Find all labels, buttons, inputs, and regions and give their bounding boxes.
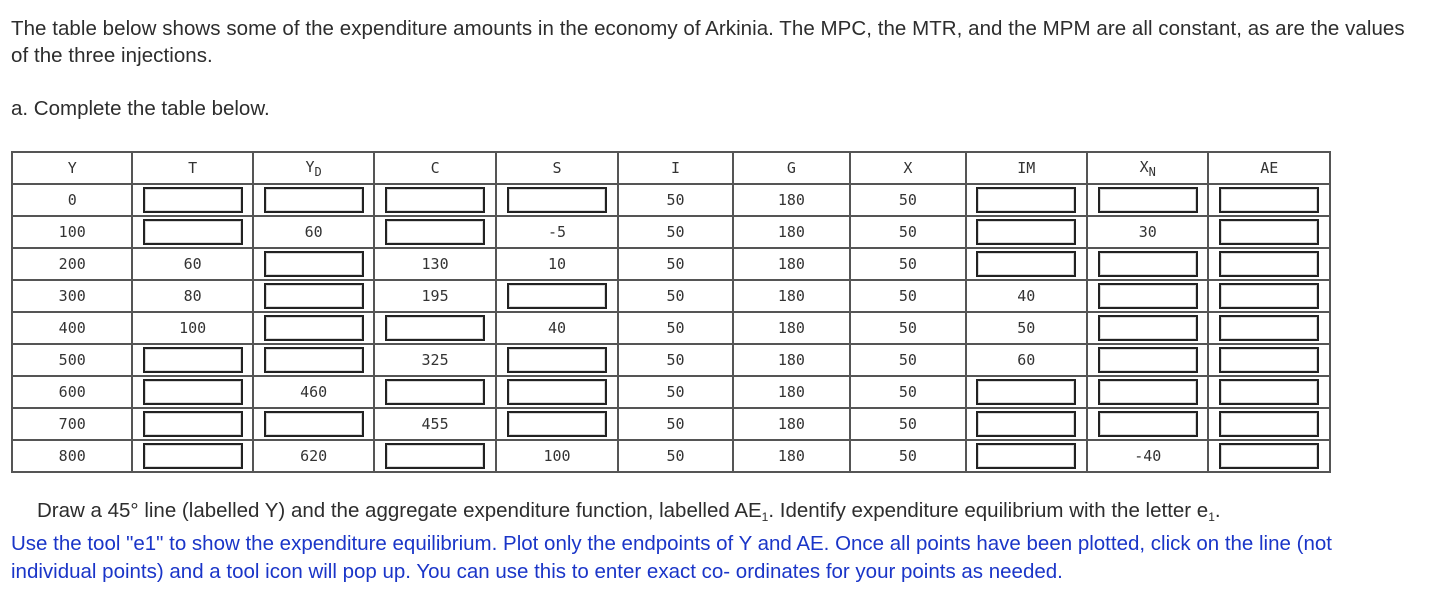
column-header-label: X bbox=[1139, 157, 1149, 176]
answer-cell bbox=[1209, 441, 1331, 473]
draw-instruction bbox=[37, 497, 1221, 531]
table-row bbox=[13, 377, 1331, 409]
column-header bbox=[619, 153, 733, 185]
answer-cell bbox=[1088, 249, 1209, 281]
answer-input[interactable] bbox=[1219, 283, 1319, 309]
answer-input[interactable] bbox=[1219, 219, 1319, 245]
answer-cell bbox=[967, 377, 1088, 409]
answer-cell bbox=[1209, 249, 1331, 281]
table-cell: 180 bbox=[734, 409, 851, 441]
table-cell: 325 bbox=[375, 345, 496, 377]
table-row bbox=[13, 281, 1331, 313]
answer-input[interactable] bbox=[976, 411, 1076, 437]
answer-input[interactable] bbox=[1098, 283, 1198, 309]
answer-input[interactable] bbox=[1098, 347, 1198, 373]
answer-cell bbox=[497, 409, 619, 441]
table-row bbox=[13, 409, 1331, 441]
table-cell: 10 bbox=[497, 249, 619, 281]
answer-cell bbox=[1209, 345, 1331, 377]
draw-sub-1: 1 bbox=[761, 510, 769, 524]
answer-cell bbox=[1088, 345, 1209, 377]
answer-input[interactable] bbox=[385, 315, 485, 341]
draw-text-1: Draw a 45° line (labelled Y) and the aggregate expenditure function, labelled AE bbox=[37, 499, 762, 522]
column-header-label: I bbox=[670, 159, 680, 177]
answer-cell bbox=[375, 313, 496, 345]
answer-cell bbox=[254, 185, 375, 217]
table-cell: 130 bbox=[375, 249, 496, 281]
answer-input[interactable] bbox=[976, 219, 1076, 245]
table-cell: 180 bbox=[734, 345, 851, 377]
answer-cell bbox=[133, 409, 253, 441]
table-row bbox=[13, 313, 1331, 345]
table-cell: 50 bbox=[851, 345, 966, 377]
table-cell: -5 bbox=[497, 217, 619, 249]
table-cell: 50 bbox=[851, 441, 966, 473]
answer-cell bbox=[1088, 377, 1209, 409]
draw-text-3: . bbox=[1214, 499, 1221, 522]
table-cell: 50 bbox=[851, 249, 966, 281]
answer-input[interactable] bbox=[264, 315, 364, 341]
answer-cell bbox=[375, 377, 496, 409]
answer-input[interactable] bbox=[976, 187, 1076, 213]
answer-input[interactable] bbox=[1219, 411, 1319, 437]
table-cell: 50 bbox=[851, 313, 966, 345]
table-row bbox=[13, 345, 1331, 377]
answer-cell bbox=[375, 185, 496, 217]
answer-cell bbox=[254, 249, 375, 281]
draw-text-2: . Identify expenditure equilibrium with the letter e bbox=[768, 499, 1209, 522]
answer-cell bbox=[1209, 313, 1331, 345]
answer-cell bbox=[133, 217, 253, 249]
table-cell: 50 bbox=[619, 377, 733, 409]
answer-cell bbox=[1088, 313, 1209, 345]
table-cell: 50 bbox=[619, 217, 733, 249]
answer-input[interactable] bbox=[976, 251, 1076, 277]
answer-cell bbox=[1209, 409, 1331, 441]
table-row bbox=[13, 441, 1331, 473]
answer-input[interactable] bbox=[976, 443, 1076, 469]
answer-input[interactable] bbox=[1098, 379, 1198, 405]
answer-input[interactable] bbox=[976, 379, 1076, 405]
table-cell: 50 bbox=[619, 441, 733, 473]
question-intro: The table below shows some of the expenditure amounts in the economy of Arkinia. The MPC, the MTR, and the MPM are all constant, as are the values of the three injections. bbox=[11, 17, 1405, 67]
table-cell: 50 bbox=[851, 281, 966, 313]
table-cell: 100 bbox=[13, 217, 133, 249]
answer-input[interactable] bbox=[1219, 187, 1319, 213]
answer-input[interactable] bbox=[385, 219, 485, 245]
answer-cell bbox=[1209, 281, 1331, 313]
answer-input[interactable] bbox=[507, 187, 607, 213]
table-cell: 460 bbox=[254, 377, 375, 409]
column-header-label: IM bbox=[1017, 159, 1036, 177]
table-cell: 300 bbox=[13, 281, 133, 313]
answer-input[interactable] bbox=[385, 443, 485, 469]
column-header-label: S bbox=[552, 159, 562, 177]
answer-input[interactable] bbox=[1219, 379, 1319, 405]
answer-input[interactable] bbox=[507, 347, 607, 373]
table-cell: 180 bbox=[734, 185, 851, 217]
table-cell: 100 bbox=[133, 313, 253, 345]
column-header bbox=[254, 153, 375, 185]
part-a-prompt: a. Complete the table below. bbox=[11, 97, 270, 120]
answer-input[interactable] bbox=[264, 347, 364, 373]
column-header bbox=[133, 153, 253, 185]
answer-input[interactable] bbox=[143, 187, 243, 213]
answer-cell bbox=[375, 441, 496, 473]
column-header-label: Y bbox=[67, 159, 77, 177]
answer-input[interactable] bbox=[143, 219, 243, 245]
table-cell: 700 bbox=[13, 409, 133, 441]
table-cell: 620 bbox=[254, 441, 375, 473]
table-cell: 180 bbox=[734, 249, 851, 281]
column-header bbox=[1209, 153, 1331, 185]
table-cell: 180 bbox=[734, 281, 851, 313]
table-row bbox=[13, 185, 1331, 217]
column-header-label: AE bbox=[1260, 159, 1279, 177]
answer-input[interactable] bbox=[507, 283, 607, 309]
draw-sub-2: 1 bbox=[1208, 510, 1215, 524]
column-header-label: G bbox=[786, 159, 796, 177]
column-header bbox=[851, 153, 966, 185]
answer-cell bbox=[254, 281, 375, 313]
answer-cell bbox=[1209, 185, 1331, 217]
table-header-row bbox=[13, 153, 1331, 185]
answer-input[interactable] bbox=[143, 443, 243, 469]
column-header-label: T bbox=[188, 159, 198, 177]
answer-cell bbox=[254, 345, 375, 377]
answer-input[interactable] bbox=[1219, 251, 1319, 277]
column-header-label: X bbox=[903, 159, 913, 177]
answer-cell bbox=[967, 249, 1088, 281]
answer-cell bbox=[133, 377, 253, 409]
answer-input[interactable] bbox=[143, 347, 243, 373]
answer-cell bbox=[1088, 409, 1209, 441]
answer-cell bbox=[254, 313, 375, 345]
table-body bbox=[13, 185, 1331, 473]
column-header bbox=[13, 153, 133, 185]
tool-instruction: Use the tool "e1" to show the expenditure equilibrium. Plot only the endpoints of Y and AE. Once all points have been plotted, click on the line (not individual points) and a tool icon will pop up. You can use this to enter exact co- ordinates for your points as needed. bbox=[11, 532, 1332, 583]
answer-cell bbox=[967, 185, 1088, 217]
answer-cell bbox=[1209, 217, 1331, 249]
answer-input[interactable] bbox=[1219, 315, 1319, 341]
answer-cell bbox=[497, 345, 619, 377]
answer-cell bbox=[375, 217, 496, 249]
table-cell: 400 bbox=[13, 313, 133, 345]
expenditure-table bbox=[11, 151, 1331, 473]
answer-cell bbox=[133, 185, 253, 217]
answer-input[interactable] bbox=[264, 251, 364, 277]
answer-input[interactable] bbox=[264, 411, 364, 437]
column-header bbox=[734, 153, 851, 185]
answer-cell bbox=[967, 217, 1088, 249]
answer-cell bbox=[254, 409, 375, 441]
column-header bbox=[497, 153, 619, 185]
table-cell: 455 bbox=[375, 409, 496, 441]
answer-input[interactable] bbox=[1098, 251, 1198, 277]
table-cell: 60 bbox=[254, 217, 375, 249]
table-cell: 50 bbox=[619, 313, 733, 345]
answer-cell bbox=[1088, 281, 1209, 313]
table-cell: -40 bbox=[1088, 441, 1209, 473]
answer-input[interactable] bbox=[385, 187, 485, 213]
table-cell: 50 bbox=[619, 409, 733, 441]
table-cell: 30 bbox=[1088, 217, 1209, 249]
answer-input[interactable] bbox=[1098, 411, 1198, 437]
table-cell: 40 bbox=[967, 281, 1088, 313]
answer-input[interactable] bbox=[1219, 443, 1319, 469]
table-cell: 50 bbox=[619, 345, 733, 377]
table-cell: 50 bbox=[851, 185, 966, 217]
table-cell: 180 bbox=[734, 217, 851, 249]
answer-cell bbox=[133, 441, 253, 473]
table-cell: 50 bbox=[851, 409, 966, 441]
table-cell: 50 bbox=[851, 217, 966, 249]
answer-input[interactable] bbox=[507, 379, 607, 405]
table-cell: 500 bbox=[13, 345, 133, 377]
table-cell: 180 bbox=[734, 313, 851, 345]
column-header-subscript: N bbox=[1148, 164, 1156, 179]
table-cell: 50 bbox=[967, 313, 1088, 345]
answer-cell bbox=[497, 377, 619, 409]
answer-cell bbox=[1209, 377, 1331, 409]
table-cell: 100 bbox=[497, 441, 619, 473]
answer-cell bbox=[967, 409, 1088, 441]
answer-cell bbox=[1088, 185, 1209, 217]
answer-cell bbox=[133, 345, 253, 377]
table-cell: 50 bbox=[619, 249, 733, 281]
column-header bbox=[375, 153, 496, 185]
answer-input[interactable] bbox=[264, 187, 364, 213]
table-cell: 600 bbox=[13, 377, 133, 409]
column-header-subscript: D bbox=[314, 164, 322, 179]
table-cell: 180 bbox=[734, 377, 851, 409]
table-cell: 800 bbox=[13, 441, 133, 473]
answer-input[interactable] bbox=[143, 379, 243, 405]
table-cell: 200 bbox=[13, 249, 133, 281]
answer-input[interactable] bbox=[507, 411, 607, 437]
table-cell: 50 bbox=[619, 281, 733, 313]
answer-cell bbox=[497, 185, 619, 217]
table-row bbox=[13, 249, 1331, 281]
answer-cell bbox=[967, 441, 1088, 473]
answer-input[interactable] bbox=[143, 411, 243, 437]
answer-cell bbox=[497, 281, 619, 313]
answer-input[interactable] bbox=[264, 283, 364, 309]
table-cell: 50 bbox=[619, 185, 733, 217]
answer-input[interactable] bbox=[1219, 347, 1319, 373]
table-cell: 195 bbox=[375, 281, 496, 313]
table-row bbox=[13, 217, 1331, 249]
column-header bbox=[967, 153, 1088, 185]
table-cell: 0 bbox=[13, 185, 133, 217]
table-cell: 180 bbox=[734, 441, 851, 473]
column-header-label: Y bbox=[305, 157, 315, 176]
table-cell: 60 bbox=[133, 249, 253, 281]
table-cell: 40 bbox=[497, 313, 619, 345]
answer-input[interactable] bbox=[1098, 315, 1198, 341]
column-header bbox=[1088, 153, 1209, 185]
table-cell: 80 bbox=[133, 281, 253, 313]
table-cell: 60 bbox=[967, 345, 1088, 377]
table-cell: 50 bbox=[851, 377, 966, 409]
answer-input[interactable] bbox=[1098, 187, 1198, 213]
answer-input[interactable] bbox=[385, 379, 485, 405]
column-header-label: C bbox=[430, 159, 440, 177]
